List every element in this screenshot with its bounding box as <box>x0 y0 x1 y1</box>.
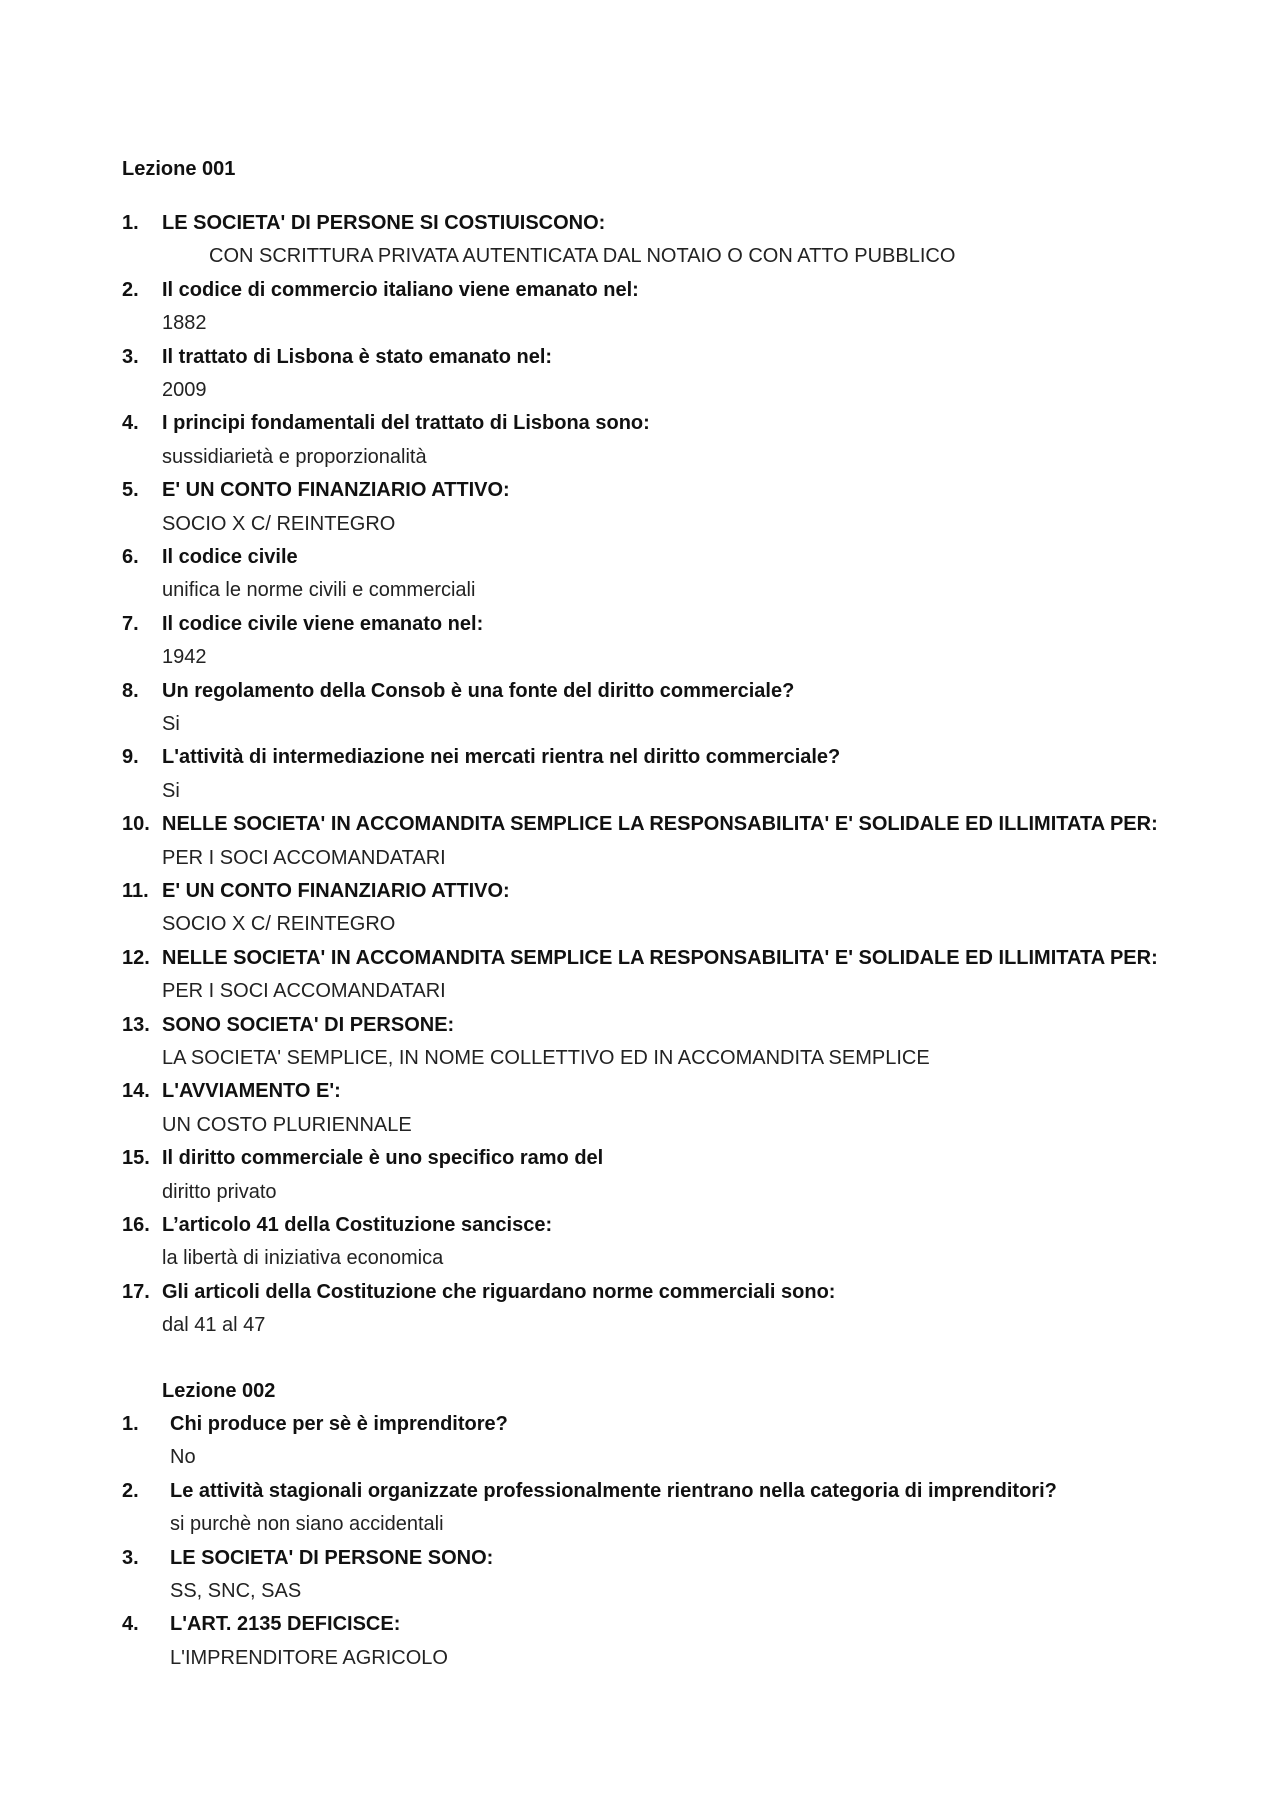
list-item <box>0 1276 1280 1343</box>
question-text: L’articolo 41 della Costituzione sancisce: <box>162 1213 553 1236</box>
list-item <box>0 541 1280 608</box>
item-number: 2. <box>122 1479 139 1502</box>
item-number: 13. <box>122 1013 150 1036</box>
answer-text: PER I SOCI ACCOMANDATARI <box>162 846 446 869</box>
answer-text: dal 41 al 47 <box>162 1314 266 1337</box>
lesson-title: Lezione 001 <box>122 158 236 180</box>
list-item <box>0 608 1280 675</box>
item-number: 3. <box>122 1546 139 1569</box>
question-text: Chi produce per sè è imprenditore? <box>170 1413 508 1435</box>
question-text: L'AVVIAMENTO E': <box>162 1080 341 1103</box>
list-item <box>0 1142 1280 1209</box>
item-number: 9. <box>122 746 139 769</box>
answer-text: 2009 <box>162 378 207 401</box>
item-number: 6. <box>122 545 139 568</box>
answer-text: 1942 <box>162 646 207 669</box>
answer-text: SOCIO X C/ REINTEGRO <box>162 512 396 535</box>
question-text: L'ART. 2135 DEFICISCE: <box>170 1613 401 1636</box>
question-text: Il diritto commerciale è uno specifico ramo del <box>162 1147 604 1170</box>
question-list <box>0 1408 1280 1675</box>
list-item <box>0 341 1280 408</box>
answer-text: L'IMPRENDITORE AGRICOLO <box>170 1646 448 1669</box>
question-text: Il codice civile <box>162 545 298 568</box>
list-item <box>0 741 1280 808</box>
list-item <box>0 1542 1280 1609</box>
list-item <box>0 274 1280 341</box>
item-number: 15. <box>122 1147 150 1170</box>
question-text: Gli articoli della Costituzione che riguardano norme commerciali sono: <box>162 1280 836 1303</box>
item-number: 5. <box>122 479 139 502</box>
question-text: NELLE SOCIETA' IN ACCOMANDITA SEMPLICE LA RESPONSABILITA' E' SOLIDALE ED ILLIMITATA PER: <box>162 946 1158 969</box>
list-item <box>0 207 1280 274</box>
question-text: Un regolamento della Consob è una fonte del diritto commerciale? <box>162 679 795 702</box>
item-number: 1. <box>122 212 139 234</box>
list-item <box>0 1075 1280 1142</box>
list-item <box>0 474 1280 541</box>
answer-text: Si <box>162 712 180 735</box>
item-number: 17. <box>122 1280 150 1303</box>
answer-text: la libertà di iniziativa economica <box>162 1247 444 1270</box>
list-item <box>0 675 1280 742</box>
item-number: 11. <box>122 879 149 902</box>
question-text: E' UN CONTO FINANZIARIO ATTIVO: <box>162 479 510 502</box>
list-item <box>0 875 1280 942</box>
list-item <box>0 1608 1280 1675</box>
item-number: 8. <box>122 679 139 702</box>
item-number: 4. <box>122 1613 139 1636</box>
item-number: 1. <box>122 1413 139 1435</box>
question-text: Il codice civile viene emanato nel: <box>162 612 484 635</box>
question-text: LE SOCIETA' DI PERSONE SONO: <box>170 1546 494 1569</box>
item-number: 7. <box>122 612 139 635</box>
answer-text: unifica le norme civili e commerciali <box>162 579 476 602</box>
answer-text: sussidiarietà e proporzionalità <box>162 445 427 468</box>
answer-text: diritto privato <box>162 1180 277 1203</box>
list-item <box>0 1209 1280 1276</box>
answer-text: No <box>170 1446 196 1469</box>
question-text: SONO SOCIETA' DI PERSONE: <box>162 1013 455 1036</box>
answer-text: CON SCRITTURA PRIVATA AUTENTICATA DAL NOTAIO O CON ATTO PUBBLICO <box>209 245 956 268</box>
list-item <box>0 407 1280 474</box>
list-item <box>0 808 1280 875</box>
list-item <box>0 942 1280 1009</box>
question-text: Le attività stagionali organizzate professionalmente rientrano nella categoria di imprenditori? <box>170 1479 1057 1502</box>
answer-text: si purchè non siano accidentali <box>170 1513 444 1536</box>
question-text: LE SOCIETA' DI PERSONE SI COSTIUISCONO: <box>162 212 606 234</box>
answer-text: Si <box>162 779 180 802</box>
item-number: 2. <box>122 278 139 301</box>
answer-text: 1882 <box>162 312 207 335</box>
list-item <box>0 1009 1280 1076</box>
list-item <box>0 1475 1280 1542</box>
question-text: Il trattato di Lisbona è stato emanato nel: <box>162 345 553 368</box>
list-item <box>0 1408 1280 1475</box>
item-number: 14. <box>122 1080 150 1103</box>
answer-text: UN COSTO PLURIENNALE <box>162 1113 412 1136</box>
item-number: 4. <box>122 412 139 435</box>
answer-text: SS, SNC, SAS <box>170 1579 302 1602</box>
answer-text: LA SOCIETA' SEMPLICE, IN NOME COLLETTIVO ED IN ACCOMANDITA SEMPLICE <box>162 1046 930 1069</box>
item-number: 10. <box>122 813 150 836</box>
lesson-title: Lezione 002 <box>162 1380 276 1402</box>
question-text: L'attività di intermediazione nei mercati rientra nel diritto commerciale? <box>162 746 841 769</box>
question-text: E' UN CONTO FINANZIARIO ATTIVO: <box>162 879 510 902</box>
item-number: 3. <box>122 345 139 368</box>
item-number: 12. <box>122 946 150 969</box>
answer-text: PER I SOCI ACCOMANDATARI <box>162 980 446 1003</box>
item-number: 16. <box>122 1213 150 1236</box>
question-list <box>0 207 1280 1343</box>
question-text: Il codice di commercio italiano viene emanato nel: <box>162 278 639 301</box>
answer-text: SOCIO X C/ REINTEGRO <box>162 913 396 936</box>
question-text: I principi fondamentali del trattato di Lisbona sono: <box>162 412 650 435</box>
question-text: NELLE SOCIETA' IN ACCOMANDITA SEMPLICE LA RESPONSABILITA' E' SOLIDALE ED ILLIMITATA PER: <box>162 813 1158 836</box>
